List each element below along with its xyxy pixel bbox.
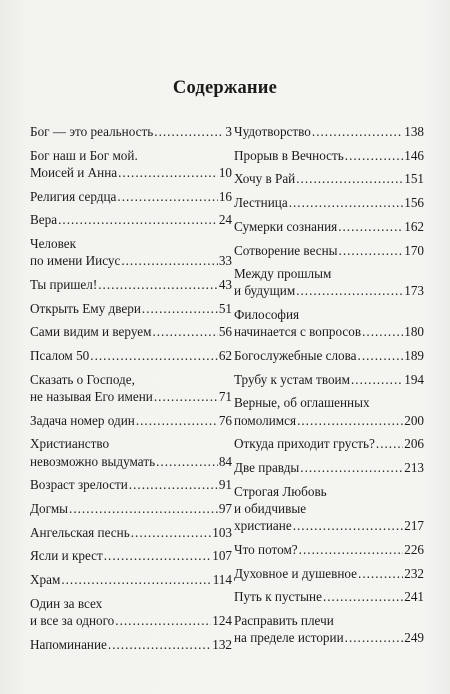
toc-dot-leader [121, 252, 217, 269]
toc-dot-leader [69, 500, 218, 517]
toc-entry [30, 571, 232, 588]
toc-entry [234, 371, 424, 388]
toc-dot-leader [299, 541, 404, 558]
toc-entry-title: начинается с вопросов [234, 324, 362, 340]
toc-entry-title: Моисей и Анна [30, 164, 118, 180]
toc-entry-title: Религия сердца [30, 188, 117, 204]
toc-entry [30, 347, 232, 364]
toc-entry-line [30, 235, 232, 252]
toc-entry [234, 170, 424, 187]
toc-entry [30, 123, 232, 140]
toc-page-number: 194 [404, 371, 424, 387]
toc-entry-title: Богослужебные слова [234, 348, 357, 364]
toc-entry-line [234, 170, 424, 187]
toc-entry [234, 194, 424, 211]
toc-entry-line [234, 588, 424, 605]
toc-entry-title: Сами видим и веруем [30, 324, 152, 340]
toc-entry [234, 394, 424, 428]
toc-entry-title: помолимся [234, 412, 297, 428]
toc-dot-leader [136, 412, 218, 429]
toc-dot-leader [142, 300, 218, 317]
toc-entry [30, 371, 232, 405]
toc-page-number: 10 [218, 164, 232, 180]
toc-entry [30, 547, 232, 564]
toc-entry-title: Храм [30, 572, 61, 588]
toc-entry-line [30, 252, 232, 269]
toc-page-number: 56 [218, 324, 232, 340]
toc-page-number: 138 [404, 124, 424, 139]
toc-page-number: 51 [218, 300, 232, 316]
toc-page-number: 151 [404, 171, 424, 187]
toc-entry [234, 565, 424, 582]
toc-entry-line [30, 371, 232, 388]
toc-entry-title: Откуда приходит грусть? [234, 436, 375, 452]
toc-entry [234, 147, 424, 164]
toc-entry-title: не называя Его имени [30, 388, 153, 404]
toc-page-number: 132 [212, 636, 232, 652]
toc-entry [30, 636, 232, 653]
toc-dot-leader [115, 612, 211, 629]
toc-dot-leader [129, 476, 218, 493]
toc-entry-title: и обидчивые [234, 500, 307, 516]
toc-entry [30, 323, 232, 340]
toc-dot-leader [118, 164, 218, 181]
toc-entry-title: и все за одного [30, 612, 115, 628]
toc-entry [234, 347, 424, 364]
toc-dot-leader [296, 170, 403, 187]
toc-page-number: 16 [218, 188, 232, 204]
toc-entry-title: Человек [30, 236, 77, 252]
toc-entry-line [30, 435, 232, 452]
toc-entry [30, 188, 232, 205]
toc-page-number: 249 [404, 630, 424, 646]
toc-page-number: 84 [218, 453, 232, 469]
toc-entry-line [30, 453, 232, 470]
toc-page-number: 217 [404, 518, 424, 534]
toc-entry [30, 412, 232, 429]
toc-entry-line [30, 276, 232, 293]
toc-entry [234, 541, 424, 558]
toc-entry-line [234, 629, 424, 646]
toc-entry-line [30, 636, 232, 653]
toc-entry [234, 242, 424, 259]
toc-entry-line [234, 147, 424, 164]
toc-entry-line [30, 211, 232, 228]
toc-left-column [30, 123, 232, 653]
toc-page-number: 97 [218, 500, 232, 516]
toc-entry-line [30, 500, 232, 517]
toc-page-number: 241 [404, 589, 424, 605]
toc-entry-line [234, 612, 424, 629]
page-title: Содержание [172, 78, 278, 98]
toc-entry-title: Лестница [234, 195, 288, 211]
toc-right-column [234, 123, 424, 646]
toc-entry-line [30, 476, 232, 493]
toc-page-number: 156 [404, 195, 424, 211]
toc-page-number: 76 [218, 412, 232, 428]
toc-entry-line [234, 265, 424, 282]
toc-dot-leader [300, 459, 403, 476]
toc-page-number: 206 [404, 436, 424, 452]
toc-dot-leader [297, 412, 403, 429]
toc-page-number: 114 [212, 572, 232, 588]
toc-entry-line [234, 500, 424, 517]
toc-page-number: 173 [404, 283, 424, 299]
toc-entry-line [30, 300, 232, 317]
toc-entry [234, 265, 424, 299]
toc-entry-line [234, 459, 424, 476]
toc-dot-leader [104, 547, 211, 564]
toc-entry-title: Расправить плечи [234, 612, 334, 628]
toc-entry-title: Строгая Любовь [234, 483, 327, 499]
toc-entry-title: Сказать о Господе, [30, 371, 135, 387]
toc-page-number: 200 [404, 412, 424, 428]
toc-entry [30, 524, 232, 541]
toc-entry-line [234, 517, 424, 534]
toc-entry-title: Ангельская песнь [30, 524, 130, 540]
toc-dot-leader [154, 123, 224, 140]
toc-dot-leader [312, 123, 403, 140]
toc-entry-line [234, 218, 424, 235]
toc-dot-leader [293, 517, 404, 534]
toc-entry-title: Философия [234, 307, 300, 323]
toc-entry [234, 588, 424, 605]
toc-entry-title: на пределе истории [234, 630, 344, 646]
toc-page-number: 33 [218, 253, 232, 269]
toc-entry [234, 306, 424, 340]
toc-dot-leader [61, 571, 211, 588]
toc-entry-title: Что потом? [234, 541, 298, 557]
toc-entry-line [30, 123, 232, 140]
toc-entry [234, 435, 424, 452]
toc-page-number: 124 [212, 612, 232, 628]
toc-entry-title: Напоминание [30, 636, 107, 652]
toc-entry-title: Хочу в Рай [234, 171, 296, 187]
toc-entry-title: христиане [234, 518, 292, 534]
toc-entry [30, 476, 232, 493]
toc-page-number: 232 [404, 565, 424, 581]
toc-entry-title: Псалом 50 [30, 348, 90, 364]
toc-entry [30, 235, 232, 269]
toc-dot-leader [358, 347, 404, 364]
toc-entry-title: Сумерки сознания [234, 218, 338, 234]
toc-entry-line [30, 547, 232, 564]
toc-page-number: 62 [218, 348, 232, 364]
toc-page-number: 91 [218, 477, 232, 493]
toc-entry-line [234, 435, 424, 452]
toc-page-number: 43 [218, 276, 232, 292]
toc-dot-leader [323, 588, 403, 605]
toc-dot-leader [90, 347, 218, 364]
toc-entry-line [234, 323, 424, 340]
toc-entry-line [234, 242, 424, 259]
toc-entry-title: Вера [30, 212, 58, 228]
toc-entry-line [234, 541, 424, 558]
toc-dot-leader [296, 282, 403, 299]
toc-entry-title: Задача номер один [30, 412, 135, 428]
toc-entry-line [234, 194, 424, 211]
toc-entry-title: Верные, об оглашенных [234, 395, 370, 411]
toc-entry-line [30, 164, 232, 181]
toc-entry-title: Сотворение весны [234, 242, 338, 258]
toc-entry-title: Бог наш и Бог мой. [30, 147, 138, 163]
toc-page-number: 107 [212, 548, 232, 564]
toc-entry-title: невозможно выдумать [30, 453, 156, 469]
toc-dot-leader [345, 629, 404, 646]
toc-dot-leader [362, 323, 403, 340]
toc-entry-line [234, 306, 424, 323]
toc-page-number: 170 [404, 242, 424, 258]
toc-entry [234, 123, 424, 140]
toc-entry-line [30, 323, 232, 340]
toc-entry-line [234, 394, 424, 411]
toc-entry-title: Две правды [234, 460, 300, 476]
toc-entry-line [30, 147, 232, 164]
toc-page-number: 3 [225, 124, 232, 139]
toc-entry [30, 435, 232, 469]
toc-entry [234, 483, 424, 535]
toc-entry [30, 595, 232, 629]
toc-page-number: 146 [404, 147, 424, 163]
toc-entry-line [234, 282, 424, 299]
toc-page-number: 189 [404, 348, 424, 364]
toc-entry-line [30, 412, 232, 429]
toc-entry [234, 459, 424, 476]
toc-dot-leader [376, 435, 403, 452]
toc-dot-leader [156, 453, 218, 470]
toc-entry [30, 500, 232, 517]
toc-entry-line [30, 388, 232, 405]
toc-entry [234, 612, 424, 646]
toc-entry-title: Бог — это реальность [30, 124, 154, 139]
toc-entry-title: Прорыв в Вечность [234, 147, 344, 163]
toc-entry-title: Ты пришел! [30, 276, 98, 292]
toc-dot-leader [351, 371, 403, 388]
toc-page-number: 103 [212, 524, 232, 540]
toc-entry [30, 276, 232, 293]
toc-dot-leader [338, 218, 403, 235]
toc-entry-title: Между прошлым [234, 266, 332, 282]
toc-page-number: 180 [404, 324, 424, 340]
toc-entry-line [30, 571, 232, 588]
toc-dot-leader [58, 211, 218, 228]
toc-page-number: 71 [218, 388, 232, 404]
toc-entry-line [30, 595, 232, 612]
toc-dot-leader [339, 242, 404, 259]
toc-entry-line [30, 347, 232, 364]
toc-page-number: 213 [404, 460, 424, 476]
toc-dot-leader [108, 636, 211, 653]
toc-dot-leader [358, 565, 403, 582]
toc-entry-line [234, 123, 424, 140]
toc-entry-title: и будущим [234, 283, 296, 299]
toc-page-number: 162 [404, 218, 424, 234]
toc-entry-line [30, 612, 232, 629]
toc-entry-line [30, 524, 232, 541]
toc-entry-line [234, 483, 424, 500]
toc-dot-leader [289, 194, 404, 211]
toc-dot-leader [98, 276, 218, 293]
toc-page-number: 226 [404, 541, 424, 557]
toc-entry-title: по имени Иисус [30, 253, 121, 269]
toc-entry-title: Открыть Ему двери [30, 300, 141, 316]
toc-entry-title: Догмы [30, 500, 69, 516]
toc-entry-title: Возраст зрелости [30, 477, 128, 493]
toc-entry-line [234, 371, 424, 388]
toc-entry-title: Христианство [30, 436, 110, 452]
toc-dot-leader [345, 147, 403, 164]
toc-entry-line [234, 412, 424, 429]
toc-entry-title: Духовное и душевное [234, 565, 358, 581]
toc-page-number: 24 [218, 212, 232, 228]
toc-entry-title: Чудотворство [234, 124, 311, 139]
toc-entry-title: Трубу к устам твоим [234, 371, 350, 387]
toc-dot-leader [154, 388, 218, 405]
toc-entry [30, 211, 232, 228]
toc-dot-leader [152, 323, 217, 340]
toc-entry [234, 218, 424, 235]
toc-entry-line [234, 565, 424, 582]
toc-entry [30, 147, 232, 181]
toc-entry-title: Ясли и крест [30, 548, 103, 564]
toc-dot-leader [117, 188, 217, 205]
toc-entry-title: Один за всех [30, 595, 103, 611]
toc-entry-title: Путь к пустыне [234, 589, 322, 605]
toc-entry [30, 300, 232, 317]
toc-entry-line [234, 347, 424, 364]
toc-entry-line [30, 188, 232, 205]
toc-dot-leader [131, 524, 212, 541]
